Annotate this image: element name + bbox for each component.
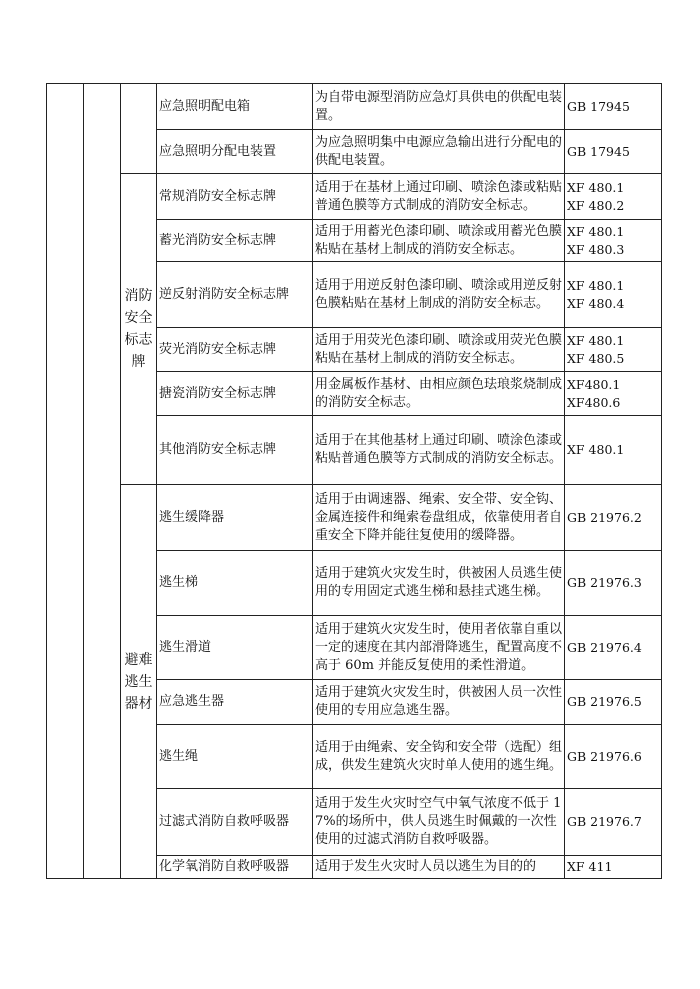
product-description: 适用于由调速器、绳索、安全带、安全钩、金属连接件和绳索卷盘组成，依靠使用者自重安全下降并能往复使用的缓降器。 [313, 485, 565, 551]
product-name: 应急照明配电箱 [157, 84, 313, 130]
standard-code: XF 480.1 XF 480.3 [565, 220, 662, 262]
standard-code: XF 480.1 XF 480.2 [565, 174, 662, 220]
product-description: 适用于用荧光色漆印刷、喷涂或用荧光色膜粘贴在基材上制成的消防安全标志。 [313, 328, 565, 372]
standard-code: XF 411 [565, 856, 662, 879]
product-name: 常规消防安全标志牌 [157, 174, 313, 220]
standard-code: GB 21976.3 [565, 551, 662, 616]
standard-code: XF 480.1 XF 480.5 [565, 328, 662, 372]
product-description: 适用于在其他基材上通过印刷、喷涂色漆或粘贴普通色膜等方式制成的消防安全标志。 [313, 416, 565, 485]
standard-code: GB 21976.4 [565, 616, 662, 680]
product-name: 蓄光消防安全标志牌 [157, 220, 313, 262]
subcategory-cell-blank [84, 84, 121, 879]
product-name: 其他消防安全标志牌 [157, 416, 313, 485]
group-label-escape: 避难逃生器材 [121, 485, 157, 879]
product-description: 适用于用逆反射色漆印刷、喷涂或用逆反射色膜粘贴在基材上制成的消防安全标志。 [313, 262, 565, 328]
standard-code: GB 21976.7 [565, 789, 662, 856]
product-name: 搪瓷消防安全标志牌 [157, 372, 313, 416]
product-description: 为自带电源型消防应急灯具供电的供配电装置。 [313, 84, 565, 130]
product-name: 应急逃生器 [157, 680, 313, 725]
product-description: 适用于发生火灾时空气中氧气浓度不低于 17%的场所中，供人员逃生时佩戴的一次性使用的过滤式消防自救呼吸器。 [313, 789, 565, 856]
standard-code: GB 21976.2 [565, 485, 662, 551]
product-name: 逆反射消防安全标志牌 [157, 262, 313, 328]
product-name: 逃生绳 [157, 725, 313, 789]
product-description: 适用于由绳索、安全钩和安全带（选配）组成，供发生建筑火灾时单人使用的逃生绳。 [313, 725, 565, 789]
equipment-standards-table [46, 83, 662, 879]
product-name: 逃生梯 [157, 551, 313, 616]
table-row [47, 84, 662, 130]
table-row [47, 174, 662, 220]
table-row [47, 485, 662, 551]
standard-code: GB 21976.6 [565, 725, 662, 789]
product-description: 适用于在基材上通过印刷、喷涂色漆或粘贴普通色膜等方式制成的消防安全标志。 [313, 174, 565, 220]
product-name: 荧光消防安全标志牌 [157, 328, 313, 372]
product-description: 适用于用蓄光色漆印刷、喷涂或用蓄光色膜粘贴在基材上制成的消防安全标志。 [313, 220, 565, 262]
product-name: 过滤式消防自救呼吸器 [157, 789, 313, 856]
product-name: 逃生缓降器 [157, 485, 313, 551]
product-description: 适用于建筑火灾发生时，供被困人员一次性使用的专用应急逃生器。 [313, 680, 565, 725]
standard-code: GB 21976.5 [565, 680, 662, 725]
product-name: 逃生滑道 [157, 616, 313, 680]
product-description: 用金属板作基材、由相应颜色珐琅浆烧制成的消防安全标志。 [313, 372, 565, 416]
group-label-sign: 消防安全标志牌 [121, 174, 157, 485]
category-cell-blank [47, 84, 84, 879]
standard-code: XF480.1 XF480.6 [565, 372, 662, 416]
product-name: 化学氧消防自救呼吸器 [157, 856, 313, 879]
group-cell-blank [121, 84, 157, 174]
product-name: 应急照明分配电装置 [157, 130, 313, 174]
standard-code: XF 480.1 XF 480.4 [565, 262, 662, 328]
product-description: 适用于发生火灾时人员以逃生为目的的 [313, 856, 565, 879]
standard-code: GB 17945 [565, 130, 662, 174]
standard-code: GB 17945 [565, 84, 662, 130]
product-description: 为应急照明集中电源应急输出进行分配电的供配电装置。 [313, 130, 565, 174]
product-description: 适用于建筑火灾发生时，供被困人员逃生使用的专用固定式逃生梯和悬挂式逃生梯。 [313, 551, 565, 616]
product-description: 适用于建筑火灾发生时，使用者依靠自重以一定的速度在其内部滑降逃生，配置高度不高于 60m 并能反复使用的柔性滑道。 [313, 616, 565, 680]
standard-code: XF 480.1 [565, 416, 662, 485]
